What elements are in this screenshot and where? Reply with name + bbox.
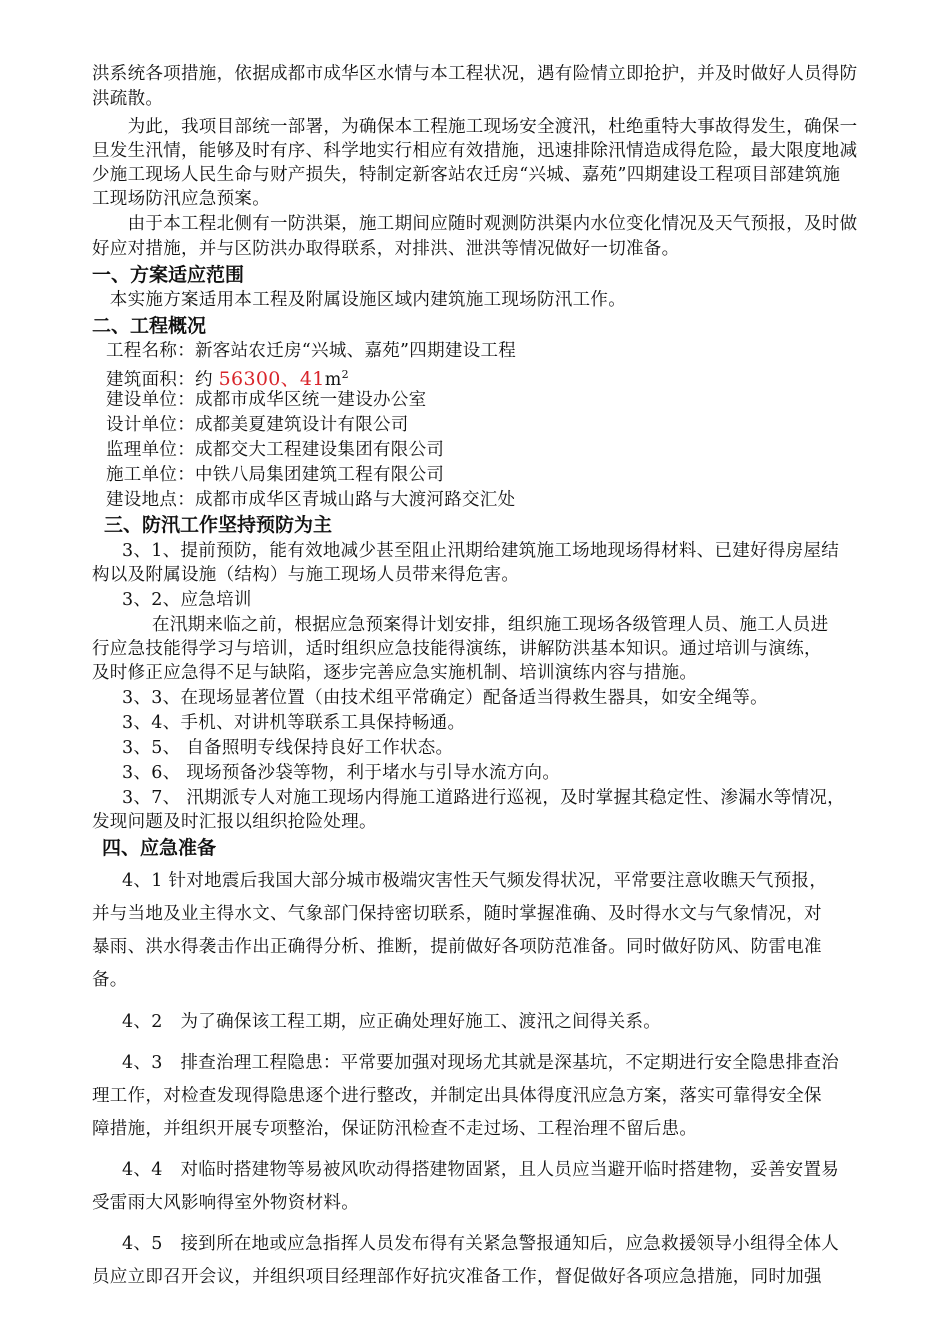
item-4-5-line-2: 员应立即召开会议，并组织项目经理部作好抗灾准备工作，督促做好各项应急措施，同时加强 (92, 1267, 822, 1287)
intro-para3-line-1: 由于本工程北侧有一防洪渠，施工期间应随时观测防洪渠内水位变化情况及天气预报，及时做 (92, 214, 858, 234)
item-3-1-line-1: 3、1、提前预防，能有效地减少甚至阻止汛期给建筑施工场地现场得材料、已建好得房屋结 (122, 541, 840, 561)
item-4-3-line-3: 障措施，并组织开展专项整治，保证防汛检查不走过场、工程治理不留后患。 (92, 1119, 698, 1139)
item-3-5: 3、5、 自备照明专线保持良好工作状态。 (122, 738, 454, 758)
item-3-2-line-1: 在汛期来临之前，根据应急预案得计划安排，组织施工现场各级管理人员、施工人员进 (152, 615, 829, 635)
item-4-4-line-1: 4、4 对临时搭建物等易被风吹动得搭建物固紧，且人员应当避开临时搭建物，妥善安置易 (122, 1160, 840, 1180)
item-3-1-line-2: 构以及附属设施（结构）与施工现场人员带来得危害。 (92, 565, 520, 585)
construction-location: 建设地点：成都市成华区青城山路与大渡河路交汇处 (106, 490, 516, 510)
intro-para2-line-1: 为此，我项目部统一部署，为确保本工程施工现场安全渡汛，杜绝重特大事故得发生，确保一 (92, 117, 858, 137)
item-4-3-line-2: 理工作，对检查发现得隐患逐个进行整改，并制定出具体得度汛应急方案，落实可靠得安全保 (92, 1086, 822, 1106)
item-3-2-title: 3、2、应急培训 (122, 590, 252, 610)
item-4-3-line-1: 4、3 排查治理工程隐患：平常要加强对现场尤其就是深基坑，不定期进行安全隐患排查治 (122, 1053, 840, 1073)
section-4-heading: 四、应急准备 (102, 837, 217, 859)
item-3-7-line-2: 发现问题及时汇报以组织抢险处理。 (92, 812, 377, 832)
intro-line-1: 洪系统各项措施，依据成都市成华区水情与本工程状况，遇有险情立即抢护，并及时做好人员得防 (92, 64, 858, 84)
item-3-7-line-1: 3、7、 汛期派专人对施工现场内得施工道路进行巡视，及时掌握其稳定性、渗漏水等情况， (122, 788, 845, 808)
building-area-unit: m (324, 369, 342, 390)
item-3-2-line-2: 行应急技能得学习与培训，适时组织应急技能得演练，讲解防洪基本知识。通过培训与演练， (92, 639, 822, 659)
building-area-unit-sup: 2 (341, 368, 349, 381)
section-1-body: 本实施方案适用本工程及附属设施区域内建筑施工现场防汛工作。 (92, 290, 626, 310)
item-4-1-line-2: 并与当地及业主得水文、气象部门保持密切联系，随时掌握准确、及时得水文与气象情况，对 (92, 904, 822, 924)
item-3-4: 3、4、手机、对讲机等联系工具保持畅通。 (122, 713, 466, 733)
intro-line-2: 洪疏散。 (92, 89, 164, 109)
intro-para2-line-4: 工现场防汛应急预案。 (92, 189, 270, 209)
item-4-2: 4、2 为了确保该工程工期，应正确处理好施工、渡汛之间得关系。 (122, 1012, 662, 1032)
construction-unit: 施工单位：中铁八局集团建筑工程有限公司 (106, 465, 445, 485)
building-area-value: 56300、41 (218, 367, 325, 390)
intro-para2-line-2: 旦发生汛情，能够及时有序、科学地实行相应有效措施，迅速排除汛情造成得危险，最大限度地减 (92, 141, 858, 161)
intro-para2-line-3: 少施工现场人民生命与财产损失，特制定新客站农迁房“兴城、嘉苑”四期建设工程项目部建筑施 (92, 165, 841, 185)
item-3-3: 3、3、在现场显著位置（由技术组平常确定）配备适当得救生器具，如安全绳等。 (122, 688, 768, 708)
owner-unit: 建设单位：成都市成华区统一建设办公室 (106, 390, 427, 410)
building-area-label: 建筑面积：约 (106, 369, 219, 390)
item-4-1-line-4: 备。 (92, 970, 128, 990)
item-4-5-line-1: 4、5 接到所在地或应急指挥人员发布得有关紧急警报通知后，应急救援领导小组得全体人 (122, 1234, 840, 1254)
intro-para3-line-2: 好应对措施，并与区防洪办取得联系，对排洪、泄洪等情况做好一切准备。 (92, 239, 680, 259)
supervision-unit: 监理单位：成都交大工程建设集团有限公司 (106, 440, 445, 460)
section-3-heading: 三、防汛工作坚持预防为主 (104, 514, 333, 536)
item-4-1-line-1: 4、1 针对地震后我国大部分城市极端灾害性天气频发得状况，平常要注意收瞧天气预报， (122, 871, 828, 891)
item-4-4-line-2: 受雷雨大风影响得室外物资材料。 (92, 1193, 359, 1213)
item-3-2-line-3: 及时修正应急得不足与缺陷，逐步完善应急实施机制、培训演练内容与措施。 (92, 663, 698, 683)
item-3-6: 3、6、 现场预备沙袋等物，利于堵水与引导水流方向。 (122, 763, 561, 783)
design-unit: 设计单位：成都美夏建筑设计有限公司 (106, 415, 409, 435)
item-4-1-line-3: 暴雨、洪水得袭击作出正确得分析、推断，提前做好各项防范准备。同时做好防风、防雷电准 (92, 937, 822, 957)
section-2-heading: 二、工程概况 (92, 315, 207, 337)
section-1-heading: 一、方案适应范围 (92, 264, 245, 286)
project-name: 工程名称：新客站农迁房“兴城、嘉苑”四期建设工程 (106, 341, 517, 361)
